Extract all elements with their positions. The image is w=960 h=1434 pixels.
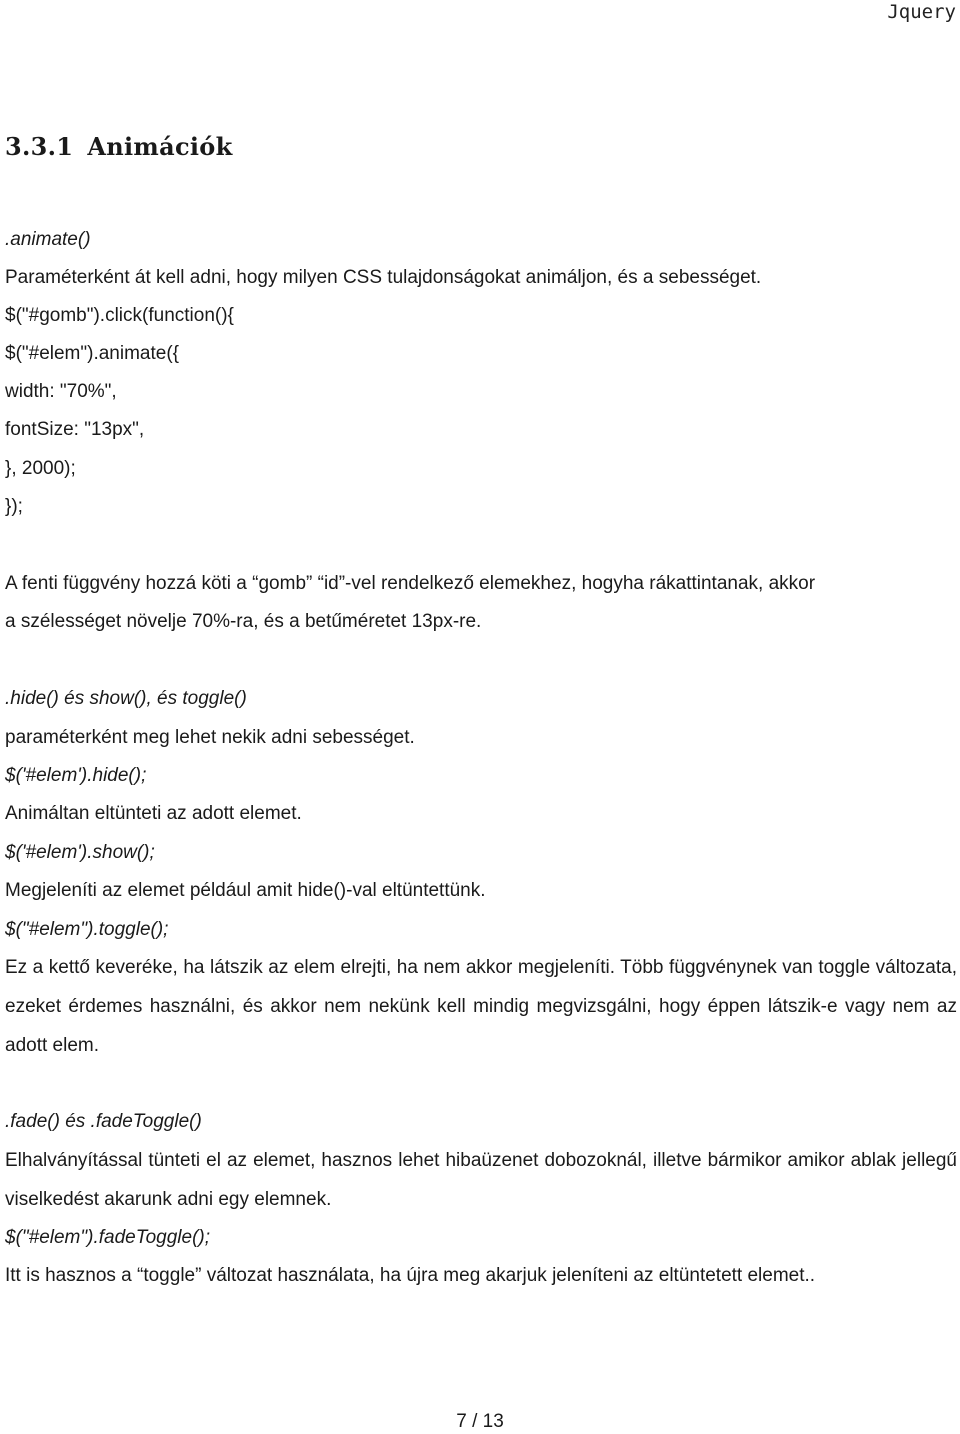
hide-show-description: paraméterként meg lehet nekik adni sebességet. — [5, 727, 415, 748]
hide-code: $('#elem').hide(); — [5, 765, 147, 786]
fade-heading: .fade() és .fadeToggle() — [5, 1111, 202, 1132]
show-code: $('#elem').show(); — [5, 842, 155, 863]
section-title: Animációk — [87, 132, 233, 161]
code-line: $("#gomb").click(function(){ — [5, 305, 234, 326]
toggle-code: $("#elem").toggle(); — [5, 919, 169, 940]
show-description: Megjeleníti az elemet például amit hide()-val eltüntettünk. — [5, 880, 486, 901]
page-header: Jquery — [887, 1, 956, 23]
code-line: width: "70%", — [5, 381, 117, 402]
fade-code: $("#elem").fadeToggle(); — [5, 1227, 211, 1248]
fade-description: Elhalványítással tünteti el az elemet, hasznos lehet hibaüzenet dobozoknál, illetve bármikor amikor ablak jellegű viselkedést akarunk adni egy elemnek. — [5, 1150, 957, 1210]
animate-explanation-line: A fenti függvény hozzá köti a “gomb” “id”-vel rendelkező elemekhez, hogyha rákattintanak, akkor — [5, 573, 816, 594]
animate-explanation-line: a szélességet növelje 70%-ra, és a betűméretet 13px-re. — [5, 611, 482, 632]
animate-heading: .animate() — [5, 229, 91, 250]
section-heading — [5, 132, 233, 162]
fade-note: Itt is hasznos a “toggle” változat használata, ha újra meg akarjuk jeleníteni az eltüntetett elemet.. — [5, 1265, 816, 1286]
hide-description: Animáltan eltünteti az adott elemet. — [5, 803, 302, 824]
code-line: $("#elem").animate({ — [5, 343, 180, 364]
code-line: fontSize: "13px", — [5, 419, 145, 440]
code-line: }); — [5, 496, 23, 517]
page-number: 7 / 13 — [456, 1411, 504, 1432]
toggle-description: Ez a kettő keveréke, ha látszik az elem elrejti, ha nem akkor megjeleníti. Több függvénynek van toggle változata, ezeket érdemes használni, és akkor nem nekünk kell mindig megvizsgálni, hogy éppen látszik-e vagy nem az adott elem. — [5, 957, 957, 1056]
section-number: 3.3.1 — [5, 132, 74, 161]
code-line: }, 2000); — [5, 458, 76, 479]
animate-description: Paraméterként át kell adni, hogy milyen CSS tulajdonságokat animáljon, és a sebességet. — [5, 267, 762, 288]
hide-show-heading: .hide() és show(), és toggle() — [5, 688, 247, 709]
